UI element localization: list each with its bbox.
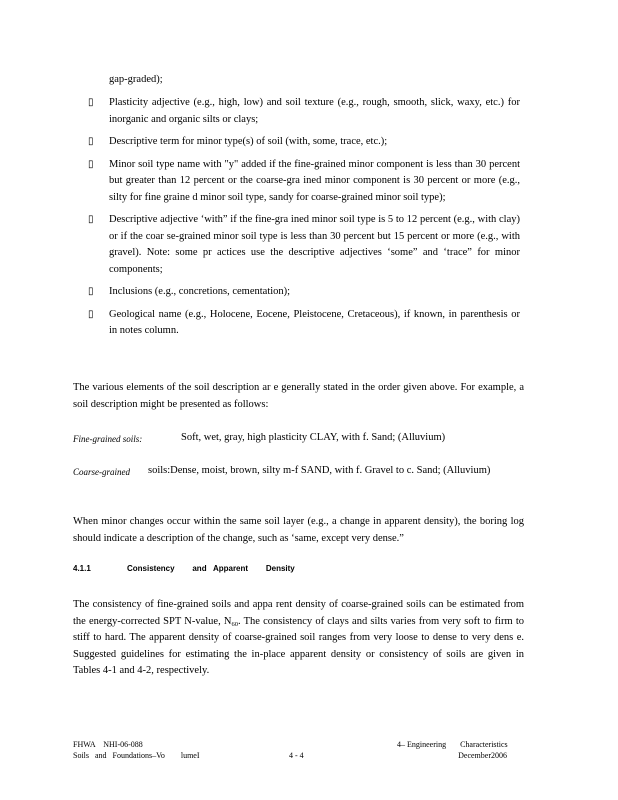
paragraph-text-after: . The consistency of clays and silts varies from very soft to firm to stiff to hard. The apparent density of coarse-grained soil ranges from very loose to dense to very dens e. Suggested guidelines for estimating the in-place apparent density or consistency of soils are given in Tables 4-1 and 4-2, respectively. xyxy=(73,615,525,676)
section-number: 4.1.1 xyxy=(73,564,91,573)
paragraph-minor-changes: When minor changes occur within the same soil layer (e.g., a change in apparent density), the boring log should indicate a description of the change, such as ‘same, except very dense.” xyxy=(73,516,524,544)
bullet-marker-icon: ▯ xyxy=(88,308,94,320)
bullet-item xyxy=(88,284,520,301)
bullet-item xyxy=(88,134,520,151)
example-text: Soft, wet, gray, high plasticity CLAY, with f. Sand; (Alluvium) xyxy=(181,432,446,443)
section-title: Consistency and Apparent Density xyxy=(127,564,295,573)
bullet-text: Descriptive adjective ‘with” if the fine-gra ined minor soil type is 5 to 12 percent (e.g., with clay) or if the coar se-grained minor soil type is less than 30 percent but 15 percent or more (e.g., with gravel). Note: some pr actices use the descriptive adjectives ‘some” and ‘trace” for minor components; xyxy=(109,214,520,275)
bullet-text: Descriptive term for minor type(s) of soil (with, some, trace, etc.); xyxy=(109,136,388,147)
bullet-list xyxy=(88,95,520,346)
bullet-marker-icon: ▯ xyxy=(88,158,94,170)
footer-right xyxy=(397,740,507,761)
paragraph-consistency xyxy=(73,597,524,680)
bullet-marker-icon: ▯ xyxy=(88,97,94,108)
footer-manual-title: Soils and Foundations–Vo lumeI xyxy=(73,750,200,760)
footer-left xyxy=(73,740,200,761)
bullet-text: Geological name (e.g., Holocene, Eocene, Pleistocene, Cretaceous), if known, in parenthesis or in notes column. xyxy=(109,308,520,336)
paragraph-soil-description-order: The various elements of the soil description ar e generally stated in the order given above. For example, a soil description might be presented as follows: xyxy=(73,382,524,410)
example-label: Coarse-grained xyxy=(73,467,130,477)
bullet-marker-icon: ▯ xyxy=(88,286,94,297)
footer-date: December2006 xyxy=(458,750,507,760)
footer-publication-number: FHWA NHI-06-088 xyxy=(73,740,143,749)
paragraph-text-before: The consistency of fine-grained soils and appa rent density of coarse-grained soils can be estimated from the energy-corrected SPT N-value, N xyxy=(73,599,524,627)
bullet-item xyxy=(88,307,520,340)
subscript-60: 60 xyxy=(231,620,238,628)
section-heading xyxy=(73,564,295,573)
bullet-item xyxy=(88,95,520,128)
example-fine-grained xyxy=(73,430,524,448)
bullet-item xyxy=(88,212,520,278)
bullet-text: Inclusions (e.g., concretions, cementation); xyxy=(109,286,291,297)
bullet-text: Minor soil type name with "y" added if the fine-grained minor component is less than 30 percent but greater than 12 percent or the coarse-gra ined minor component is 30 percent or more (e.g., silty for fine graine d minor soil type, sandy for coarse-grained minor soil type); xyxy=(109,158,520,203)
example-label: Fine-grained soils: xyxy=(73,434,143,444)
bullet-text: Plasticity adjective (e.g., high, low) and soil texture (e.g., rough, smooth, slick, waxy, etc.) for inorganic and organic silts or clays; xyxy=(109,97,520,125)
continuation-text: gap-graded); xyxy=(109,74,163,85)
footer-page-number: 4 - 4 xyxy=(289,751,304,760)
example-coarse-grained xyxy=(73,463,524,497)
example-text: soils:Dense, moist, brown, silty m-f SAND, with f. Gravel to c. Sand; (Alluvium) xyxy=(148,465,491,476)
bullet-marker-icon: ▯ xyxy=(88,214,94,225)
footer-chapter-title: 4– Engineering Characteristics xyxy=(397,740,508,749)
bullet-item xyxy=(88,157,520,207)
bullet-marker-icon: ▯ xyxy=(88,136,94,147)
